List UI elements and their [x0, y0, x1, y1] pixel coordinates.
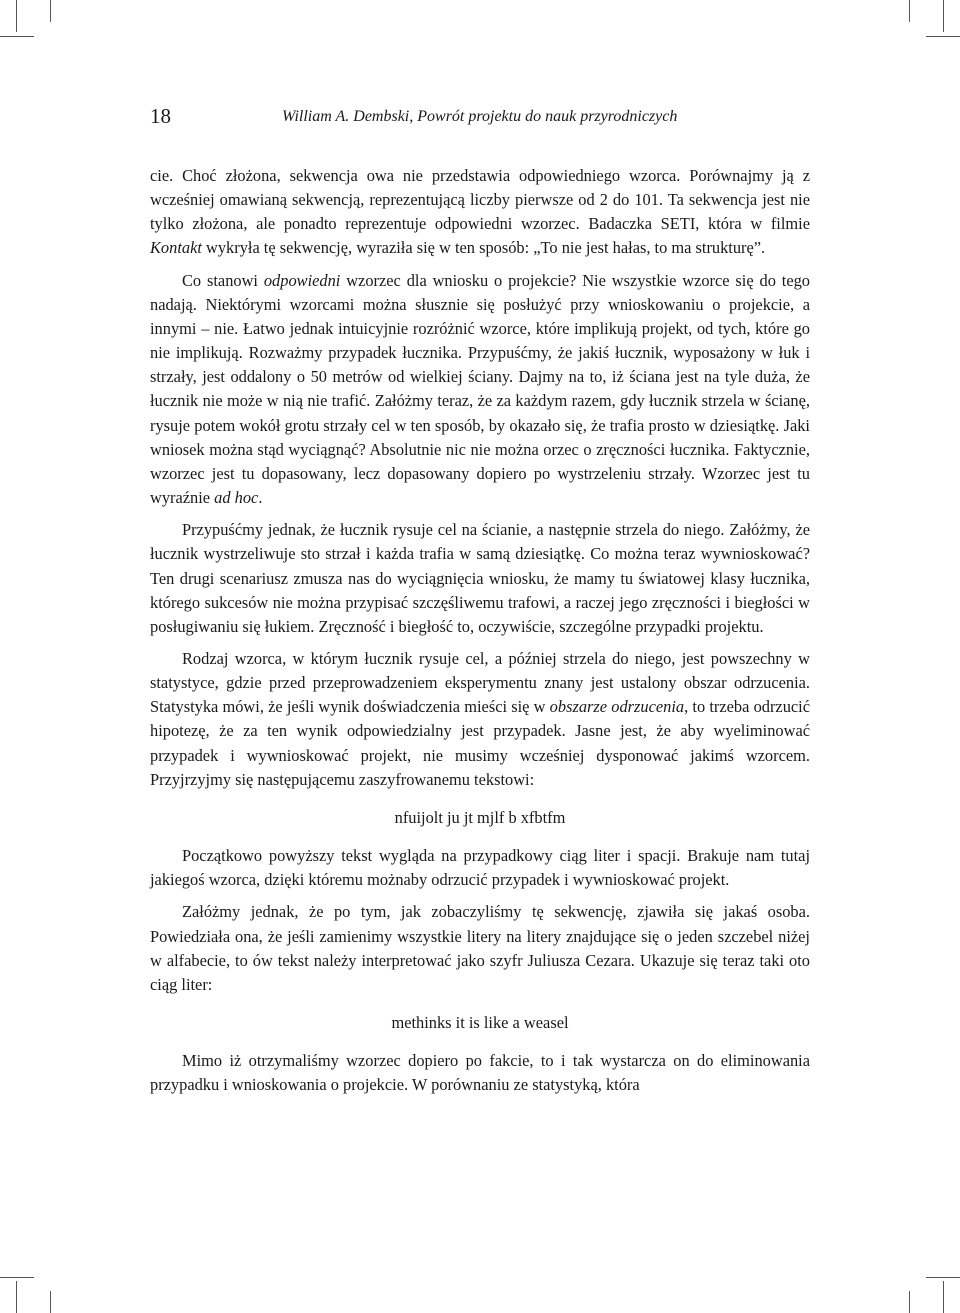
- italic-text: obszarze odrzucenia: [549, 697, 685, 717]
- text-segment: wzorzec dla wniosku o projekcie? Nie wszystkie wzorce się do tego nadają. Niektórymi wzorcami można słusznie się posłużyć przy wnioskowaniu o projekcie, a innymi – nie. Łatwo jednak intuicyjnie rozróżnić wzorce, które implikują projekt, od tych, które go nie implikują. Rozważmy przypadek łucznika. Przypuśćmy, że jakiś łucznik, wyposażony w łuk i strzały, jest oddalony o 50 metrów od wielkiej ściany. Dajmy na to, iż ściana jest na tyle duża, że łucznik nie może w nią nie trafić. Załóżmy teraz, że za każdym razem, gdy łucznik strzela w ścianę, rysuje potem wokół grotu strzały cel w ten sposób, by okazało się, że trafia prosto w dziesiątkę. Jaki wniosek można stąd wyciągnąć? Absolutnie nic nie można orzec o zręczności łucznika. Faktycznie, wzorzec jest tu dopasowany, lecz dopasowany dopiero po wystrzeleniu strzały. Wzorzec jest tu wyraźnie: [150, 270, 810, 508]
- text-segment: Początkowo powyższy tekst wygląda na przypadkowy ciąg liter i spacji. Brakuje nam tutaj jakiegoś wzorca, dzięki któremu możnaby odrzucić przypadek i wywnioskować projekt.: [150, 846, 810, 890]
- paragraph: [150, 518, 810, 639]
- paragraph: [150, 269, 810, 511]
- italic-text: odpowiedni: [263, 270, 341, 290]
- crop-mark: [909, 0, 910, 22]
- running-title: William A. Dembski, Powrót projektu do nauk przyrodniczych: [282, 108, 678, 125]
- text-segment: cie. Choć złożona, sekwencja owa nie przedstawia odpowiedniego wzorca. Porównajmy ją z wcześniej omawianą sekwencją, reprezentującą liczby pierwsze od 2 do 101. Ta sekwencja jest nie tylko złożona, ale ponadto reprezentuje odpowiedni wzorzec. Badaczka SETI, która w filmie: [150, 166, 810, 234]
- text-segment: nfuijolt ju jt mjlf b xfbtfm: [394, 807, 566, 827]
- crop-mark: [909, 1291, 910, 1313]
- text-segment: .: [258, 488, 263, 508]
- crop-mark: [16, 1281, 17, 1313]
- text-segment: Przypuśćmy jednak, że łucznik rysuje cel na ścianie, a następnie strzela do niego. Załóżmy, że łucznik wystrzeliwuje sto strzał i każda trafia w samą dziesiątkę. Co można teraz wywnioskować? Ten drugi scenariusz zmusza nas do wyciągnięcia wniosku, że mamy tu światowej klasy łucznika, którego sukcesów nie można przypisać szczęśliwemu trafowi, a raczej jego zręczności i biegłości w posługiwaniu się łukiem. Zręczność i biegłość to, oczywiście, szczególne przypadki projektu.: [150, 520, 810, 636]
- centered-line: [150, 1011, 810, 1035]
- crop-mark: [926, 1277, 960, 1278]
- body-text: [150, 164, 810, 1097]
- centered-line: [150, 806, 810, 830]
- text-segment: Co stanowi: [182, 270, 264, 290]
- text-segment: Mimo iż otrzymaliśmy wzorzec dopiero po fakcie, to i tak wystarcza on do eliminowania przypadku i wnioskowania o projekcie. W porównaniu ze statystyką, która: [150, 1051, 810, 1095]
- crop-mark: [0, 36, 34, 37]
- crop-mark: [50, 1291, 51, 1313]
- italic-text: Kontakt: [150, 238, 202, 258]
- page-number: 18: [150, 104, 171, 128]
- paragraph: [150, 164, 810, 261]
- paragraph: [150, 900, 810, 997]
- page-header: [150, 104, 810, 134]
- text-segment: , to trzeba odrzucić hipotezę, że za ten wynik odpowiedzialny jest przypadek. Jasne jest, że aby wyeliminować przypadek i wywnioskować projekt, nie musimy wcześniej dysponować jakimś wzorcem. Przyjrzyjmy się następującemu zaszyfrowanemu tekstowi:: [150, 697, 810, 789]
- paragraph: [150, 844, 810, 892]
- text-segment: wykryła tę sekwencję, wyraziła się w ten sposób: „To nie jest hałas, to ma strukturę”.: [201, 238, 766, 258]
- crop-mark: [16, 0, 17, 32]
- paragraph: [150, 1049, 810, 1097]
- text-segment: methinks it is like a weasel: [391, 1013, 569, 1032]
- paragraph: [150, 647, 810, 792]
- text-segment: Rodzaj wzorca, w którym łucznik rysuje cel, a później strzela do niego, jest powszechny w statystyce, gdzie przed przeprowadzeniem eksperymentu znany jest ustalony obszar odrzucenia. Statystyka mówi, że jeśli wynik doświadczenia mieści się w: [150, 648, 810, 717]
- crop-mark: [0, 1277, 34, 1278]
- crop-mark: [943, 1281, 944, 1313]
- crop-mark: [926, 36, 960, 37]
- crop-mark: [943, 0, 944, 32]
- crop-mark: [50, 0, 51, 22]
- italic-text: ad hoc: [214, 488, 259, 508]
- text-segment: Załóżmy jednak, że po tym, jak zobaczyliśmy tę sekwencję, zjawiła się jakaś osoba. Powiedziała ona, że jeśli zamienimy wszystkie litery na litery znajdujące się o jeden szczebel niżej w alfabecie, to ów tekst należy interpretować jako szyfr Juliusza Cezara. Ukazuje się teraz taki oto ciąg liter:: [150, 902, 810, 994]
